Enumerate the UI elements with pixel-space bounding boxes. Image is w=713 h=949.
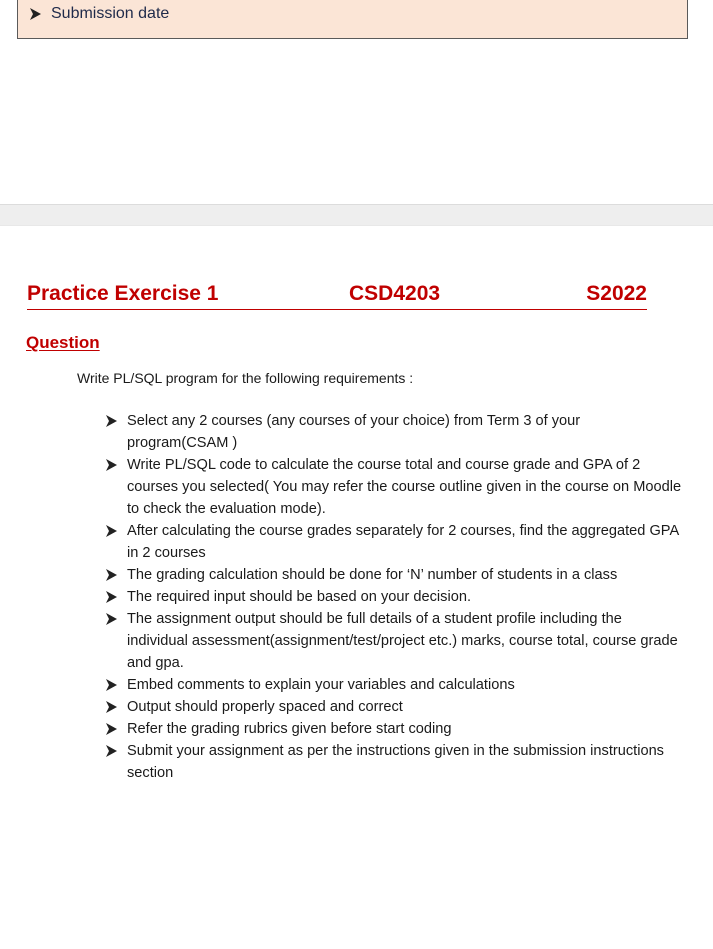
arrow-bullet-icon <box>104 722 118 736</box>
previous-page-box <box>17 0 688 39</box>
requirement-item <box>104 454 684 520</box>
arrow-bullet-icon <box>104 568 118 582</box>
arrow-bullet-icon <box>28 7 42 21</box>
arrow-bullet-icon <box>104 590 118 604</box>
requirement-item <box>104 674 684 696</box>
arrow-bullet-icon <box>104 678 118 692</box>
arrow-bullet-icon <box>104 612 118 626</box>
course-code: CSD4203 <box>349 282 441 305</box>
requirement-text: Refer the grading rubrics given before start coding <box>127 721 452 737</box>
question-intro: Write PL/SQL program for the following requirements : <box>77 370 414 386</box>
requirements-list <box>104 410 684 784</box>
requirement-item <box>104 608 684 674</box>
previous-page-item <box>28 5 169 23</box>
requirement-text: Write PL/SQL code to calculate the course total and course grade and GPA of 2 courses you selected( You may refer the course outline given in the course on Moodle to check the evaluation mode). <box>127 457 682 517</box>
question-heading: Question <box>26 333 100 352</box>
previous-page-item-text <box>51 0 451 1</box>
requirement-text: Submit your assignment as per the instructions given in the submission instructions section <box>127 743 664 781</box>
arrow-bullet-icon <box>104 414 118 428</box>
requirement-text: The grading calculation should be done for ‘N’ number of students in a class <box>127 567 618 583</box>
term-label: S2022 <box>586 282 647 305</box>
requirement-text: Select any 2 courses (any courses of your choice) from Term 3 of your program(CSAM ) <box>127 413 581 451</box>
page-separator <box>0 204 713 226</box>
requirement-item <box>104 740 684 784</box>
arrow-bullet-icon <box>104 744 118 758</box>
exercise-title: Practice Exercise 1 <box>27 282 219 305</box>
requirement-text: The assignment output should be full details of a student profile including the individual assessment(assignment/test/project etc.) marks, course total, course grade and gpa. <box>127 611 678 671</box>
requirement-item <box>104 520 684 564</box>
previous-page-item <box>28 0 451 1</box>
requirement-item <box>104 586 684 608</box>
requirement-item <box>104 696 684 718</box>
exercise-heading <box>27 280 647 310</box>
requirement-text: The required input should be based on your decision. <box>127 589 471 605</box>
requirement-text: Output should properly spaced and correct <box>127 699 403 715</box>
arrow-bullet-icon <box>104 524 118 538</box>
requirement-text: Embed comments to explain your variables and calculations <box>127 677 515 693</box>
requirement-item <box>104 564 684 586</box>
previous-page-item-text: Submission date <box>51 5 170 22</box>
requirement-item <box>104 718 684 740</box>
requirement-text: After calculating the course grades separately for 2 courses, find the aggregated GPA in 2 courses <box>127 523 679 561</box>
requirement-item <box>104 410 684 454</box>
arrow-bullet-icon <box>104 700 118 714</box>
arrow-bullet-icon <box>104 458 118 472</box>
